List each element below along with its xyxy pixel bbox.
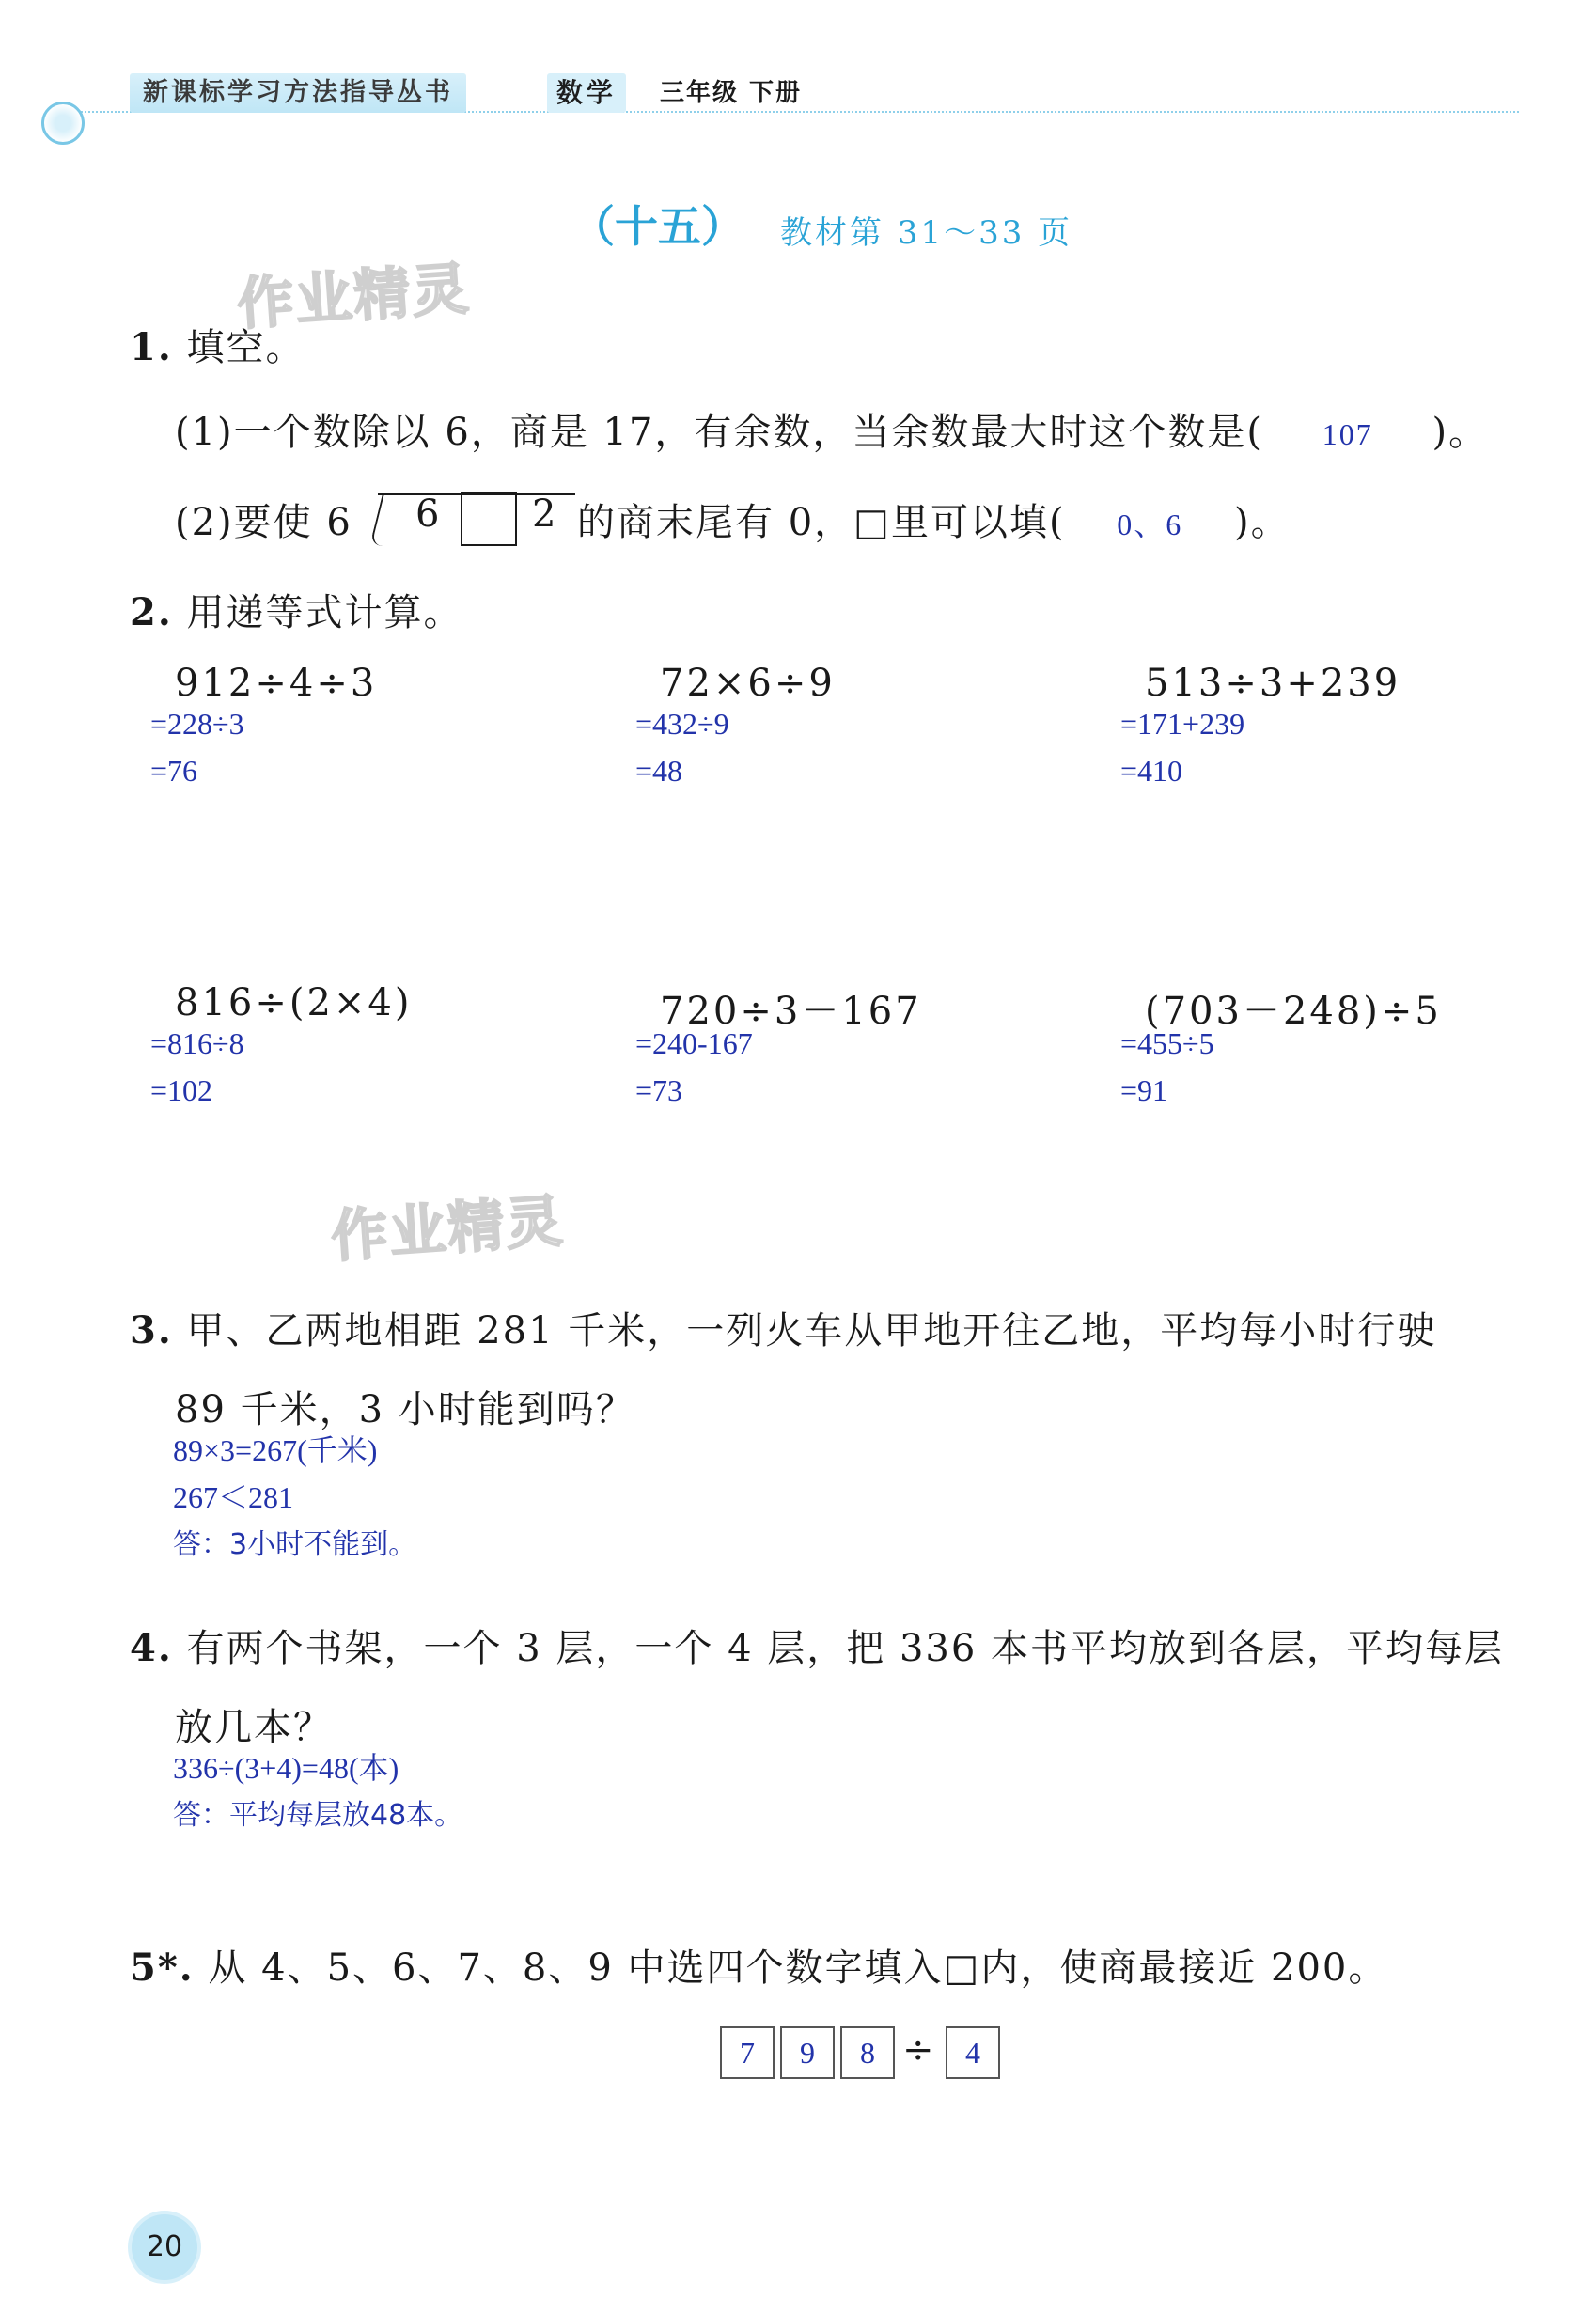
question-1-part-1 [175,402,1488,456]
answer-line: 267＜281 [173,1480,294,1514]
part-text: 的商末尾有 0，□里可以填( [577,501,1066,544]
calc-step: =432÷9 [635,707,729,741]
answer-line: 336÷(3+4)=48(本) [173,1751,399,1785]
blank-box [461,492,517,546]
series-title: 新课标学习方法指导丛书 [130,73,466,113]
question-title: 填空。 [186,326,305,369]
header-circle-ornament [41,102,85,145]
question-3-line-1 [130,1301,1436,1354]
question-1-heading [130,318,305,371]
question-1-part-2-pre: (2)要使 6 [175,501,352,544]
calc-step: =816÷8 [150,1026,244,1060]
answer-digit-box: 9 [780,2026,835,2079]
question-number: 1. [130,325,173,369]
calc-result: =410 [1120,754,1183,788]
answer-digit-box: 8 [840,2026,895,2079]
answer-handwritten: 0、6 [1117,508,1183,541]
calc-result: =48 [635,754,683,788]
calc-step: =228÷3 [150,707,244,741]
calc-result: =102 [150,1073,213,1107]
watermark: 作业精灵 [235,256,473,338]
division-sign: ÷ [902,2028,936,2071]
question-number: 5*. [130,1946,195,1990]
question-2-heading [130,583,462,636]
answer-line: 89×3=267(千米) [173,1433,378,1467]
question-1-part-2-post [577,492,1291,546]
dividend-digit: 2 [532,492,558,536]
calc-step: =455÷5 [1120,1026,1214,1060]
page-number: 20 [132,2214,197,2280]
grade-label: 三年级 下册 [660,79,803,107]
question-number: 2. [130,590,173,634]
page-reference: 教材第 31～33 页 [780,214,1073,252]
part-text: (1)一个数除以 6，商是 17，有余数，当余数最大时这个数是( [175,411,1264,454]
subject-label: 数学 [547,73,626,113]
question-text: 甲、乙两地相距 281 千米，一列火车从甲地开往乙地，平均每小时行驶 [186,1309,1437,1352]
question-number: 3. [130,1308,173,1352]
question-text: 从 4、5、6、7、8、9 中选四个数字填入□内，使商最接近 200。 [208,1946,1388,1990]
calc-step: =240-167 [635,1026,753,1060]
calc-result: =73 [635,1073,683,1107]
dividend-digit: 6 [415,492,442,536]
question-5 [130,1938,1387,1992]
question-4-line-2: 放几本？ [175,1706,333,1749]
question-4-line-1 [130,1618,1504,1672]
calc-expression: 912÷4÷3 [175,662,378,705]
watermark: 作业精灵 [329,1188,567,1271]
calc-expression: 513÷3+239 [1145,662,1401,705]
calc-result: =91 [1120,1073,1168,1107]
question-3-line-2: 89 千米，3 小时能到吗？ [175,1388,635,1431]
part-close: )。 [1234,501,1291,544]
lesson-title: （十五） [571,201,744,252]
part-close: )。 [1432,411,1489,454]
question-number: 4. [130,1626,173,1670]
calc-step: =171+239 [1120,707,1245,741]
calc-expression: 72×6÷9 [660,662,836,705]
calc-result: =76 [150,754,198,788]
calc-expression: 720÷3－167 [660,990,922,1033]
question-title: 用递等式计算。 [186,591,463,634]
answer-line: 答：3小时不能到。 [173,1528,417,1561]
calc-expression: (703－248)÷5 [1145,990,1442,1033]
answer-handwritten: 107 [1322,417,1373,451]
answer-line: 答：平均每层放48本。 [173,1799,463,1832]
answer-divisor-box: 4 [946,2026,1000,2079]
question-text: 有两个书架，一个 3 层，一个 4 层，把 336 本书平均放到各层，平均每层 [186,1627,1505,1670]
answer-digit-box: 7 [720,2026,775,2079]
calc-expression: 816÷(2×4) [175,981,413,1024]
